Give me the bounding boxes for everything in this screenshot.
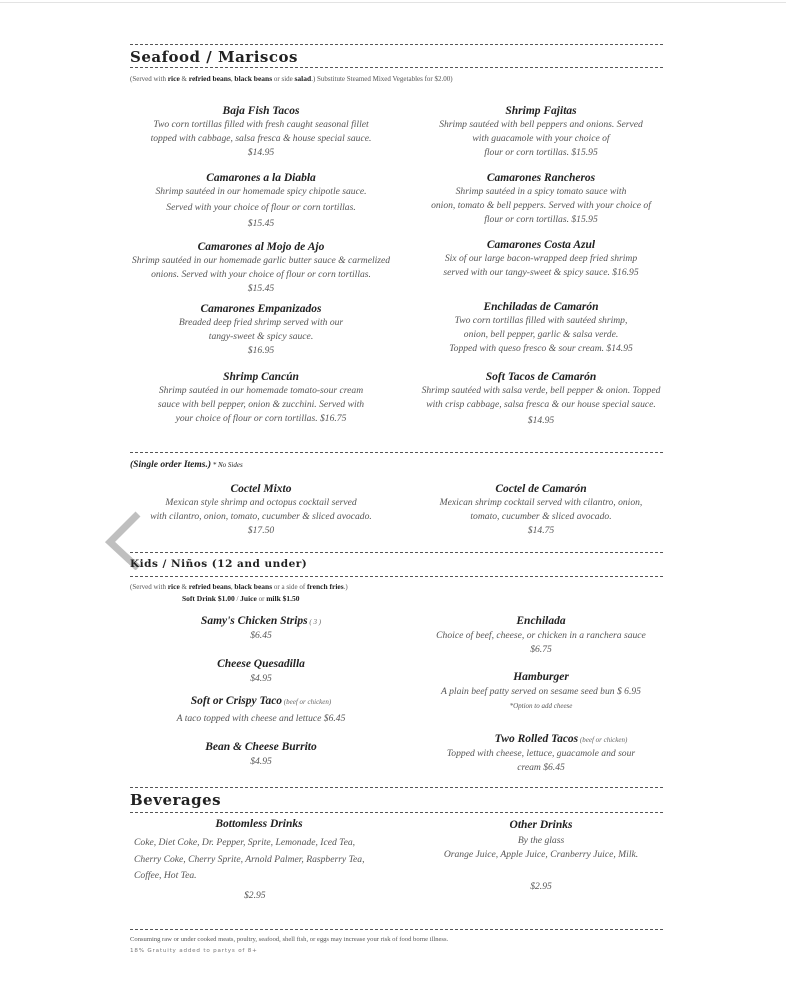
item-desc: Topped with queso fresco & sour cream. $14.95 [449,343,633,354]
menu-item [120,482,402,538]
item-desc: Mexican style shrimp and octopus cocktail served [165,497,357,508]
item-desc: tangy-sweet & spicy sauce. [208,331,314,342]
health-disclaimer: Consuming raw or under cooked meats, poultry, seafood, shell fish, or eggs may increase your risk of food borne illness. [130,936,449,943]
item-desc: By the glass [517,835,565,846]
item-price: $15.45 [247,283,275,294]
item-name: Coctel de Camarón [495,483,587,495]
item-desc: flour or corn tortillas. $15.95 [484,147,598,158]
item-desc: cream $6.45 [517,762,565,773]
item-name: Other Drinks [509,819,573,831]
item-name: Camarones Empanizados [200,303,322,315]
menu-item [410,171,672,227]
section-title-beverages: Beverages [130,791,222,809]
kids-drinks-note: Soft Drink $1.00 / Juice or milk $1.50 [182,594,300,603]
item-desc: Shrimp sautéed with salsa verde, bell pepper & onion. Topped [421,385,661,396]
menu-item [410,238,672,280]
item-name: Bottomless Drinks [215,818,303,830]
item-desc: Coke, Diet Coke, Dr. Pepper, Sprite, Lemonade, Iced Tea, Cherry Coke, Cherry Sprite, Arnold Palmer, Raspberry Tea, Coffee, Hot Tea. [134,837,365,881]
item-price: $17.50 [247,525,275,536]
item-name: Soft or Crispy Taco (beef or chicken) [190,695,332,707]
item-desc: Two corn tortillas filled with sautéed shrimp, [454,315,628,326]
item-desc: tomato, cucumber & sliced avocado. [470,511,612,522]
kids-serving-note: (Served with rice & refried beans, black beans or a side of french fries.) [130,582,348,591]
divider [130,812,663,813]
item-price: $14.75 [527,525,555,536]
menu-item [410,614,672,657]
item-desc: Shrimp sautéed in our homemade tomato-sour cream [158,385,364,396]
item-name: Soft Tacos de Camarón [485,371,597,383]
item-price: $4.95 [250,756,272,767]
menu-item [120,694,402,726]
item-name: Bean & Cheese Burrito [205,741,317,753]
item-desc: flour or corn tortillas. $15.95 [484,214,598,225]
item-name: Hamburger [513,671,569,683]
item-name: Samy's Chicken Strips ( 3 ) [200,615,322,627]
item-price: $2.95 [530,881,552,892]
item-desc: Served with your choice of flour or corn tortillas. [166,202,356,213]
item-name: Camarones Rancheros [486,172,596,184]
item-desc: Shrimp sautéed with bell peppers and onions. Served [439,119,643,130]
item-desc: onions. Served with your choice of flour or corn tortillas. [151,269,371,280]
item-desc: Topped with cheese, lettuce, guacamole and sour [446,748,636,759]
item-name: Enchiladas de Camarón [483,301,599,313]
item-desc: Choice of beef, cheese, or chicken in a ranchera sauce [436,630,646,641]
single-order-note: (Single order Items.) * No Sides [130,460,243,470]
gratuity-note: 18% Gratuity added to partys of 8+ [130,948,258,954]
item-name: Camarones Costa Azul [486,239,596,251]
item-desc: with crisp cabbage, salsa fresca & our house special sauce. [426,399,656,410]
item-desc: Shrimp sautéed in our homemade garlic butter sauce & carmelized [131,255,391,266]
divider [130,67,663,68]
item-desc: A plain beef patty served on sesame seed bun $ 6.95 [441,686,641,697]
item-desc: your choice of flour or corn tortillas. $16.75 [175,413,347,424]
item-name: Shrimp Cancún [223,371,299,383]
item-name: Camarones al Mojo de Ajo [197,241,325,253]
divider [130,787,663,788]
item-desc: onion, bell pepper, garlic & salsa verde. [463,329,619,340]
item-desc: with guacamole with your choice of [472,133,610,144]
divider [130,576,663,577]
menu-item [410,732,672,775]
item-desc: Two corn tortillas filled with fresh caught seasonal fillet [153,119,369,130]
item-desc: onion, tomato & bell peppers. Served with your choice of [431,200,651,211]
item-name: Shrimp Fajitas [505,105,577,117]
menu-item [120,614,402,643]
item-price: $6.45 [250,630,272,641]
item-desc: with cilantro, onion, tomato, cucumber & sliced avocado. [150,511,372,522]
item-name: Camarones a la Diabla [206,172,316,184]
item-price: $6.75 [530,644,552,655]
menu-item [120,657,402,686]
menu-item [410,482,672,538]
section-title-seafood: Seafood / Mariscos [130,48,298,66]
divider [130,552,663,553]
menu-item [134,818,404,901]
item-desc: Orange Juice, Apple Juice, Cranberry Juice, Milk. [443,849,639,860]
divider [130,452,663,453]
menu-item [120,171,402,231]
section-title-kids: Kids / Niños (12 and under) [130,558,308,570]
menu-item [120,740,402,769]
item-desc: Shrimp sautéed in a spicy tomato sauce with [455,186,627,197]
menu-item [410,104,672,160]
item-desc: Breaded deep fried shrimp served with our [178,317,344,328]
item-name: Coctel Mixto [230,483,292,495]
divider [130,929,663,930]
item-price: $14.95 [527,415,555,426]
item-desc: Mexican shrimp cocktail served with cilantro, onion, [439,497,643,508]
item-price: $14.95 [247,147,275,158]
menu-item [410,818,672,894]
menu-item [410,300,672,356]
item-name: Baja Fish Tacos [222,105,300,117]
menu-item [120,104,402,160]
item-price: *Option to add cheese [509,702,573,710]
item-price: $16.95 [247,345,275,356]
item-desc: Shrimp sautéed in our homemade spicy chipotle sauce. [155,186,367,197]
item-desc: Six of our large bacon-wrapped deep fried shrimp [444,253,638,264]
item-desc: served with our tangy-sweet & spicy sauce. $16.95 [443,267,639,278]
item-desc: sauce with bell pepper, onion & zucchini. Served with [157,399,365,410]
item-price: A taco topped with cheese and lettuce $6.45 [176,713,346,724]
menu-item [120,302,402,358]
item-price: $2.95 [244,889,266,901]
menu-item [120,240,402,296]
item-desc: topped with cabbage, salsa fresca & house special sauce. [150,133,372,144]
item-name: Two Rolled Tacos (beef or chicken) [494,733,628,745]
menu-item [410,370,672,428]
item-price: $15.45 [247,218,275,229]
item-name: Cheese Quesadilla [217,658,305,670]
divider [130,44,663,45]
item-name: Enchilada [516,615,566,627]
menu-item [120,370,402,426]
seafood-serving-note: (Served with rice & refried beans, black beans or side salad.) Substitute Steamed Mixed Vegetables for $2.00) [130,74,453,83]
menu-item [410,670,672,713]
item-price: $4.95 [250,673,272,684]
